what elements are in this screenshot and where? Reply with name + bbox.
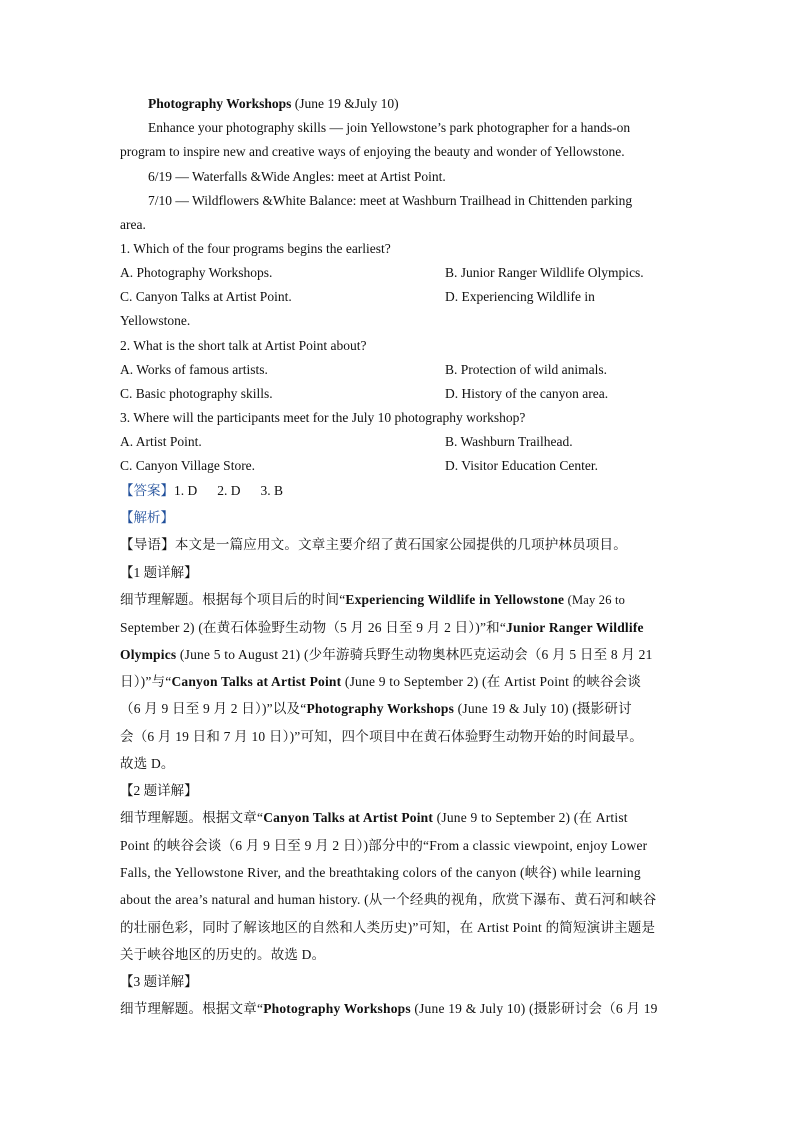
q2-detail-line-1 (120, 808, 628, 828)
question-2-option-c: C. Basic photography skills. (120, 386, 273, 401)
q2-detail-line-5: 的壮丽色彩，同时了解该地区的自然和人类历史)”可知，在 Artist Point 的简短演讲主题是 (120, 920, 656, 935)
workshop-heading (148, 94, 399, 114)
question-2-option-b: B. Protection of wild animals. (445, 362, 607, 377)
q2-l1-bold: Canyon Talks at Artist Point (263, 810, 434, 825)
q3-detail-label: 【3 题详解】 (120, 974, 198, 989)
question-1-option-d-cont: Yellowstone. (120, 313, 191, 328)
q3-l1-bold: Photography Workshops (263, 1001, 411, 1016)
q1-l5-text: （6 月 9 日至 9 月 2 日）)”以及“ (120, 701, 307, 716)
answer-label: 【答案】 (120, 483, 174, 498)
q2-l1-tail: (June 9 to September 2) (在 Artist (433, 810, 628, 825)
intro-line-2: program to inspire new and creative ways of enjoying the beauty and wonder of Yellowstone. (120, 144, 625, 159)
workshop-item-2-cont: area. (120, 217, 146, 232)
q1-l3-bold: Olympics (120, 647, 177, 662)
workshop-title: Photography Workshops (148, 96, 292, 111)
intro-line-1: Enhance your photography skills — join Yellowstone’s park photographer for a hands-on (148, 120, 631, 135)
q1-detail-line-2 (120, 618, 644, 638)
q2-detail-line-6: 关于峡谷地区的历史的。故选 D。 (120, 947, 326, 962)
question-3-option-d: D. Visitor Education Center. (445, 458, 599, 473)
guide-label: 【导语】 (120, 537, 175, 552)
question-1-option-a: A. Photography Workshops. (120, 265, 273, 280)
q1-detail-line-6: 会（6 月 19 日和 7 月 10 日）)”可知，四个项目中在黄石体验野生动物开始的时间最早。 (120, 729, 643, 744)
q1-detail-line-5 (120, 699, 632, 719)
q1-l4-bold: Canyon Talks at Artist Point (171, 674, 342, 689)
q1-l5-tail: (June 19 & July 10) (摄影研讨 (454, 701, 632, 716)
q1-detail-line-7: 故选 D。 (120, 756, 175, 771)
answer-3: 3. B (260, 483, 284, 498)
q3-l1-tail: (June 19 & July 10) (摄影研讨会（6 月 19 (410, 1001, 658, 1016)
q2-detail-label: 【2 题详解】 (120, 783, 198, 798)
question-1-option-b: B. Junior Ranger Wildlife Olympics. (445, 265, 644, 280)
q2-detail-line-2: Point 的峡谷会谈（6 月 9 日至 9 月 2 日）)部分中的“From a classic viewpoint, enjoy Lower (120, 838, 648, 853)
workshop-dates: (June 19 &July 10) (291, 96, 399, 111)
q1-detail-line-1 (120, 590, 625, 610)
question-3-stem: 3. Where will the participants meet for the July 10 photography workshop? (120, 410, 526, 425)
question-2-option-a: A. Works of famous artists. (120, 362, 268, 377)
workshop-item-2: 7/10 — Wildflowers &White Balance: meet at Washburn Trailhead in Chittenden parking (148, 193, 633, 208)
workshop-item-1: 6/19 — Waterfalls &Wide Angles: meet at Artist Point. (148, 169, 446, 184)
q1-detail-label: 【1 题详解】 (120, 565, 198, 580)
q1-l2-text: September 2) (在黄石体验野生动物（5 月 26 日至 9 月 2 日）)”和“ (120, 620, 507, 635)
q2-detail-line-3: Falls, the Yellowstone River, and the breathtaking colors of the canyon (峡谷) while learning (120, 865, 641, 880)
question-2-option-d: D. History of the canyon area. (445, 386, 609, 401)
answer-2: 2. D (217, 483, 241, 498)
guide-text: 本文是一篇应用文。文章主要介绍了黄石国家公园提供的几项护林员项目。 (174, 537, 627, 552)
guide-line (120, 535, 627, 555)
question-1-option-c: C. Canyon Talks at Artist Point. (120, 289, 292, 304)
q1-l1-text: 细节理解题。根据每个项目后的时间“ (120, 592, 346, 607)
q3-detail-line-1 (120, 999, 658, 1019)
q1-l2-bold: Junior Ranger Wildlife (506, 620, 644, 635)
question-3-option-a: A. Artist Point. (120, 434, 202, 449)
q2-detail-line-4: about the area’s natural and human history. (从一个经典的视角，欣赏下瀑布、黄石河和峡谷 (120, 892, 657, 907)
answer-line (120, 481, 283, 501)
q1-l1-tail: (May 26 to (564, 593, 626, 607)
question-3-option-b: B. Washburn Trailhead. (445, 434, 573, 449)
q2-l1-text: 细节理解题。根据文章“ (120, 810, 264, 825)
q1-l4-text: 日）)”与“ (120, 674, 172, 689)
question-2-stem: 2. What is the short talk at Artist Point about? (120, 338, 367, 353)
question-1-option-d: D. Experiencing Wildlife in (445, 289, 595, 304)
q1-l5-bold: Photography Workshops (306, 701, 455, 716)
q3-l1-text: 细节理解题。根据文章“ (120, 1001, 264, 1016)
q1-detail-line-3 (120, 645, 653, 665)
q1-detail-line-4 (120, 672, 641, 692)
q1-l4-tail: (June 9 to September 2) (在 Artist Point 的峡谷会谈 (341, 674, 642, 689)
q1-l3-text: (June 5 to August 21) (少年游骑兵野生动物奥林匹克运动会（6 月 5 日至 8 月 21 (176, 647, 653, 662)
analysis-label: 【解析】 (120, 510, 174, 525)
q1-l1-bold: Experiencing Wildlife in Yellowstone (345, 592, 565, 607)
question-3-option-c: C. Canyon Village Store. (120, 458, 256, 473)
answer-1: 1. D (174, 483, 198, 498)
question-1-stem: 1. Which of the four programs begins the earliest? (120, 241, 391, 256)
